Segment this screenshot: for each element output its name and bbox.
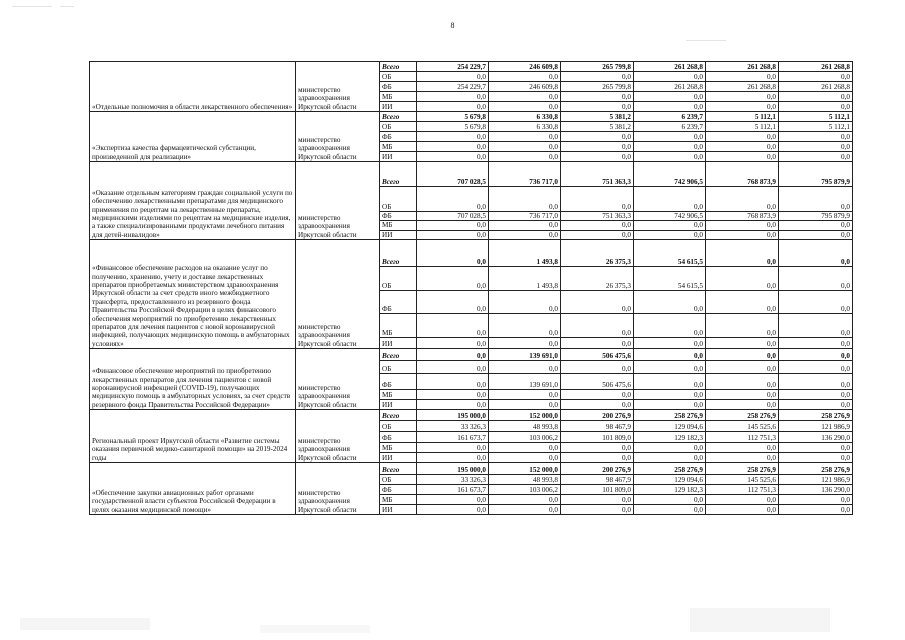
responsible-org: министерство здравоохранения Иркутской области [296, 240, 380, 349]
measure-name: «Обеспечение закупки авиационных работ органами государственной власти субъектов Российской Федерации в целях оказания медицинской помощи» [90, 463, 296, 515]
table-row [90, 240, 853, 267]
amount-cell: 0,0 [634, 349, 706, 361]
amount-cell: 0,0 [561, 142, 634, 152]
amount-cell: 101 809,0 [561, 432, 634, 443]
amount-cell: 121 986,9 [779, 421, 853, 432]
amount-cell: 0,0 [561, 152, 634, 162]
amount-cell: 139 691,0 [489, 374, 561, 390]
amount-cell: 0,0 [417, 314, 489, 338]
amount-cell: 0,0 [779, 505, 853, 515]
amount-cell: 0,0 [706, 142, 779, 152]
funding-source: Всего [380, 463, 417, 475]
amount-cell: 0,0 [561, 314, 634, 338]
amount-cell: 0,0 [706, 291, 779, 314]
amount-cell: 0,0 [417, 361, 489, 374]
amount-cell: 0,0 [634, 314, 706, 338]
amount-cell: 0,0 [634, 390, 706, 400]
amount-cell: 0,0 [779, 314, 853, 338]
amount-cell: 707 028,5 [417, 212, 489, 221]
funding-source: ОБ [380, 475, 417, 485]
amount-cell: 0,0 [779, 187, 853, 212]
amount-cell: 0,0 [779, 453, 853, 463]
amount-cell: 261 268,8 [706, 62, 779, 72]
scan-noise [260, 625, 370, 633]
amount-cell: 5 381,2 [561, 112, 634, 122]
amount-cell: 0,0 [561, 361, 634, 374]
amount-cell: 0,0 [417, 240, 489, 267]
amount-cell: 54 615,5 [634, 240, 706, 267]
table-row [90, 463, 853, 475]
amount-cell: 103 006,2 [489, 485, 561, 495]
amount-cell: 1 493,8 [489, 240, 561, 267]
amount-cell: 0,0 [706, 72, 779, 82]
scan-noise [20, 618, 150, 630]
amount-cell: 112 751,3 [706, 432, 779, 443]
amount-cell: 129 182,3 [634, 485, 706, 495]
amount-cell: 0,0 [706, 338, 779, 349]
amount-cell: 0,0 [561, 291, 634, 314]
amount-cell: 0,0 [706, 505, 779, 515]
amount-cell: 0,0 [634, 152, 706, 162]
budget-table [89, 61, 853, 515]
amount-cell: 0,0 [417, 132, 489, 142]
amount-cell: 0,0 [779, 221, 853, 230]
amount-cell: 258 276,9 [706, 410, 779, 421]
amount-cell: 0,0 [634, 495, 706, 505]
amount-cell: 6 330,8 [489, 112, 561, 122]
funding-source: ОБ [380, 267, 417, 291]
amount-cell: 0,0 [489, 142, 561, 152]
amount-cell: 200 276,9 [561, 410, 634, 421]
funding-source: МБ [380, 92, 417, 102]
amount-cell: 121 986,9 [779, 475, 853, 485]
amount-cell: 0,0 [489, 453, 561, 463]
amount-cell: 103 006,2 [489, 432, 561, 443]
amount-cell: 0,0 [706, 240, 779, 267]
scan-noise [686, 40, 726, 41]
amount-cell: 0,0 [417, 187, 489, 212]
amount-cell: 0,0 [561, 230, 634, 239]
funding-source: ФБ [380, 374, 417, 390]
amount-cell: 0,0 [706, 267, 779, 291]
amount-cell: 5 679,8 [417, 122, 489, 132]
amount-cell: 0,0 [561, 505, 634, 515]
amount-cell: 0,0 [706, 132, 779, 142]
page-number: 8 [450, 21, 455, 30]
funding-source: ОБ [380, 187, 417, 212]
amount-cell: 5 112,1 [779, 122, 853, 132]
amount-cell: 0,0 [561, 390, 634, 400]
amount-cell: 0,0 [561, 443, 634, 453]
amount-cell: 0,0 [779, 374, 853, 390]
amount-cell: 200 276,9 [561, 463, 634, 475]
funding-source: МБ [380, 443, 417, 453]
amount-cell: 0,0 [706, 374, 779, 390]
amount-cell: 254 229,7 [417, 62, 489, 72]
amount-cell: 0,0 [779, 400, 853, 410]
amount-cell: 0,0 [634, 291, 706, 314]
amount-cell: 707 028,5 [417, 162, 489, 187]
amount-cell: 0,0 [634, 374, 706, 390]
funding-source: ИИ [380, 152, 417, 162]
amount-cell: 0,0 [779, 230, 853, 239]
amount-cell: 0,0 [489, 132, 561, 142]
amount-cell: 742 906,5 [634, 162, 706, 187]
amount-cell: 0,0 [489, 221, 561, 230]
amount-cell: 0,0 [634, 453, 706, 463]
amount-cell: 0,0 [561, 338, 634, 349]
amount-cell: 0,0 [779, 338, 853, 349]
amount-cell: 254 229,7 [417, 82, 489, 92]
amount-cell: 0,0 [779, 349, 853, 361]
amount-cell: 751 363,3 [561, 162, 634, 187]
funding-source: ФБ [380, 432, 417, 443]
table-row [90, 349, 853, 361]
amount-cell: 795 879,9 [779, 162, 853, 187]
amount-cell: 0,0 [634, 102, 706, 112]
amount-cell: 742 906,5 [634, 212, 706, 221]
funding-source: ФБ [380, 485, 417, 495]
amount-cell: 0,0 [561, 453, 634, 463]
amount-cell: 258 276,9 [634, 410, 706, 421]
amount-cell: 0,0 [706, 495, 779, 505]
amount-cell: 506 475,6 [561, 374, 634, 390]
amount-cell: 136 290,0 [779, 432, 853, 443]
funding-source: МБ [380, 314, 417, 338]
amount-cell: 0,0 [489, 72, 561, 82]
amount-cell: 0,0 [706, 453, 779, 463]
amount-cell: 0,0 [489, 230, 561, 239]
amount-cell: 0,0 [489, 338, 561, 349]
amount-cell: 0,0 [779, 72, 853, 82]
funding-source: Всего [380, 349, 417, 361]
amount-cell: 0,0 [634, 505, 706, 515]
amount-cell: 0,0 [561, 187, 634, 212]
amount-cell: 0,0 [417, 152, 489, 162]
amount-cell: 129 182,3 [634, 432, 706, 443]
amount-cell: 261 268,8 [634, 62, 706, 72]
amount-cell: 261 268,8 [634, 82, 706, 92]
amount-cell: 0,0 [489, 152, 561, 162]
responsible-org: министерство здравоохранения Иркутской области [296, 112, 380, 162]
amount-cell: 0,0 [417, 102, 489, 112]
funding-source: ИИ [380, 453, 417, 463]
amount-cell: 0,0 [417, 349, 489, 361]
amount-cell: 265 799,8 [561, 82, 634, 92]
measure-name: Региональный проект Иркутской области «Развитие системы оказания первичной медико-санитарной помощи» на 2019-2024 годы [90, 410, 296, 463]
budget-sheet [89, 61, 852, 515]
amount-cell: 258 276,9 [706, 463, 779, 475]
amount-cell: 0,0 [634, 361, 706, 374]
amount-cell: 0,0 [417, 374, 489, 390]
amount-cell: 6 239,7 [634, 122, 706, 132]
amount-cell: 0,0 [779, 291, 853, 314]
measure-name: «Финансовое обеспечение расходов на оказание услуг по получению, хранению, учету и доставке лекарственных препаратов приобретаемых министерством здравоохранения Иркутской области за счет средств иного межбюджетного трансферта, предоставленного из резервного фонда Правительства Российской Федерации в целях финансового обеспечения мероприятий по приобретению лекарственных препаратов для лечения пациентов с новой коронавирусной инфекцией, получающих медицинскую помощь в амбулаторных условиях» [90, 240, 296, 349]
amount-cell: 258 276,9 [779, 410, 853, 421]
amount-cell: 5 112,1 [706, 122, 779, 132]
responsible-org: министерство здравоохранения Иркутской области [296, 349, 380, 410]
amount-cell: 0,0 [706, 230, 779, 239]
amount-cell: 101 809,0 [561, 485, 634, 495]
amount-cell: 0,0 [417, 453, 489, 463]
amount-cell: 0,0 [417, 230, 489, 239]
amount-cell: 0,0 [706, 390, 779, 400]
amount-cell: 0,0 [634, 187, 706, 212]
amount-cell: 0,0 [489, 361, 561, 374]
amount-cell: 0,0 [417, 291, 489, 314]
funding-source: ФБ [380, 291, 417, 314]
amount-cell: 506 475,6 [561, 349, 634, 361]
amount-cell: 161 673,7 [417, 432, 489, 443]
amount-cell: 0,0 [706, 400, 779, 410]
amount-cell: 0,0 [779, 443, 853, 453]
funding-source: Всего [380, 240, 417, 267]
funding-source: ИИ [380, 338, 417, 349]
funding-source: ИИ [380, 505, 417, 515]
amount-cell: 6 330,8 [489, 122, 561, 132]
amount-cell: 129 094,6 [634, 421, 706, 432]
amount-cell: 195 000,0 [417, 463, 489, 475]
responsible-org: министерство здравоохранения Иркутской области [296, 410, 380, 463]
amount-cell: 0,0 [561, 495, 634, 505]
amount-cell: 0,0 [779, 390, 853, 400]
amount-cell: 0,0 [489, 314, 561, 338]
scan-noise [12, 6, 52, 7]
amount-cell: 0,0 [489, 102, 561, 112]
amount-cell: 0,0 [489, 92, 561, 102]
amount-cell: 0,0 [634, 443, 706, 453]
amount-cell: 0,0 [489, 187, 561, 212]
amount-cell: 0,0 [489, 400, 561, 410]
amount-cell: 0,0 [634, 92, 706, 102]
amount-cell: 0,0 [779, 152, 853, 162]
table-row [90, 112, 853, 122]
amount-cell: 0,0 [634, 221, 706, 230]
amount-cell: 0,0 [634, 132, 706, 142]
amount-cell: 0,0 [706, 187, 779, 212]
amount-cell: 98 467,9 [561, 475, 634, 485]
funding-source: Всего [380, 112, 417, 122]
responsible-org: министерство здравоохранения Иркутской области [296, 162, 380, 240]
amount-cell: 768 873,9 [706, 162, 779, 187]
amount-cell: 33 326,3 [417, 475, 489, 485]
amount-cell: 768 873,9 [706, 212, 779, 221]
amount-cell: 145 525,6 [706, 421, 779, 432]
amount-cell: 0,0 [779, 132, 853, 142]
amount-cell: 48 993,8 [489, 475, 561, 485]
measure-name: «Финансовое обеспечение мероприятий по приобретению лекарственных препаратов для лечения пациентов с новой коронавирусной инфекцией (COVID-19), получающих медицинскую помощь в амбулаторных условиях, за счет средств резервного фонда Правительства Российской Федерации» [90, 349, 296, 410]
amount-cell: 0,0 [417, 495, 489, 505]
funding-source: ОБ [380, 122, 417, 132]
amount-cell: 152 000,0 [489, 463, 561, 475]
funding-source: Всего [380, 162, 417, 187]
amount-cell: 261 268,8 [779, 62, 853, 72]
amount-cell: 161 673,7 [417, 485, 489, 495]
amount-cell: 5 679,8 [417, 112, 489, 122]
amount-cell: 0,0 [417, 400, 489, 410]
amount-cell: 98 467,9 [561, 421, 634, 432]
amount-cell: 246 609,8 [489, 62, 561, 72]
amount-cell: 0,0 [779, 267, 853, 291]
amount-cell: 145 525,6 [706, 475, 779, 485]
amount-cell: 0,0 [561, 400, 634, 410]
amount-cell: 54 615,5 [634, 267, 706, 291]
amount-cell: 736 717,0 [489, 212, 561, 221]
amount-cell: 0,0 [417, 72, 489, 82]
funding-source: ИИ [380, 102, 417, 112]
amount-cell: 0,0 [706, 102, 779, 112]
amount-cell: 0,0 [417, 221, 489, 230]
amount-cell: 0,0 [706, 361, 779, 374]
amount-cell: 26 375,3 [561, 240, 634, 267]
amount-cell: 5 112,1 [779, 112, 853, 122]
table-row [90, 410, 853, 421]
funding-source: ИИ [380, 230, 417, 239]
amount-cell: 258 276,9 [634, 463, 706, 475]
amount-cell: 0,0 [779, 102, 853, 112]
amount-cell: 0,0 [561, 221, 634, 230]
funding-source: ИИ [380, 400, 417, 410]
amount-cell: 0,0 [561, 132, 634, 142]
measure-name: «Отдельные полномочия в области лекарственного обеспечения» [90, 62, 296, 112]
amount-cell: 0,0 [489, 505, 561, 515]
amount-cell: 0,0 [634, 400, 706, 410]
amount-cell: 0,0 [779, 92, 853, 102]
funding-source: ФБ [380, 82, 417, 92]
amount-cell: 129 094,6 [634, 475, 706, 485]
amount-cell: 5 112,1 [706, 112, 779, 122]
funding-source: МБ [380, 390, 417, 400]
amount-cell: 258 276,9 [779, 463, 853, 475]
amount-cell: 195 000,0 [417, 410, 489, 421]
amount-cell: 5 381,2 [561, 122, 634, 132]
amount-cell: 0,0 [417, 390, 489, 400]
amount-cell: 751 363,3 [561, 212, 634, 221]
amount-cell: 0,0 [489, 390, 561, 400]
scan-noise [690, 608, 830, 632]
amount-cell: 0,0 [417, 92, 489, 102]
amount-cell: 26 375,3 [561, 267, 634, 291]
amount-cell: 0,0 [779, 142, 853, 152]
amount-cell: 0,0 [417, 338, 489, 349]
amount-cell: 0,0 [489, 495, 561, 505]
amount-cell: 136 290,0 [779, 485, 853, 495]
funding-source: ФБ [380, 212, 417, 221]
responsible-org: министерство здравоохранения Иркутской области [296, 62, 380, 112]
amount-cell: 0,0 [417, 267, 489, 291]
amount-cell: 0,0 [561, 102, 634, 112]
measure-name: «Экспертиза качества фармацевтической субстанции, произведенной для реализации» [90, 112, 296, 162]
amount-cell: 736 717,0 [489, 162, 561, 187]
amount-cell: 0,0 [634, 142, 706, 152]
funding-source: МБ [380, 221, 417, 230]
amount-cell: 0,0 [417, 505, 489, 515]
amount-cell: 48 993,8 [489, 421, 561, 432]
amount-cell: 0,0 [706, 314, 779, 338]
amount-cell: 261 268,8 [706, 82, 779, 92]
amount-cell: 33 326,3 [417, 421, 489, 432]
funding-source: ОБ [380, 421, 417, 432]
amount-cell: 261 268,8 [779, 82, 853, 92]
amount-cell: 139 691,0 [489, 349, 561, 361]
amount-cell: 1 493,8 [489, 267, 561, 291]
funding-source: Всего [380, 410, 417, 421]
amount-cell: 0,0 [634, 338, 706, 349]
amount-cell: 0,0 [706, 221, 779, 230]
amount-cell: 0,0 [634, 230, 706, 239]
table-row [90, 62, 853, 72]
responsible-org: министерство здравоохранения Иркутской области [296, 463, 380, 515]
amount-cell: 6 239,7 [634, 112, 706, 122]
funding-source: МБ [380, 495, 417, 505]
scan-noise [60, 6, 74, 7]
funding-source: МБ [380, 142, 417, 152]
amount-cell: 0,0 [779, 361, 853, 374]
amount-cell: 0,0 [634, 72, 706, 82]
amount-cell: 0,0 [489, 291, 561, 314]
amount-cell: 265 799,8 [561, 62, 634, 72]
funding-source: ОБ [380, 72, 417, 82]
funding-source: ФБ [380, 132, 417, 142]
amount-cell: 0,0 [706, 92, 779, 102]
amount-cell: 0,0 [779, 240, 853, 267]
amount-cell: 0,0 [561, 72, 634, 82]
amount-cell: 0,0 [561, 92, 634, 102]
amount-cell: 0,0 [779, 495, 853, 505]
amount-cell: 0,0 [417, 142, 489, 152]
amount-cell: 246 609,8 [489, 82, 561, 92]
amount-cell: 152 000,0 [489, 410, 561, 421]
amount-cell: 0,0 [417, 443, 489, 453]
amount-cell: 0,0 [706, 152, 779, 162]
amount-cell: 112 751,3 [706, 485, 779, 495]
measure-name: «Оказание отдельным категориям граждан социальной услуги по обеспечению лекарственными препаратами для медицинского применения по рецептам на лекарственные препараты, медицинскими изделиями по рецептам на медицинские изделия, а также специализированными продуктами лечебного питания для детей-инвалидов» [90, 162, 296, 240]
funding-source: ОБ [380, 361, 417, 374]
amount-cell: 0,0 [489, 443, 561, 453]
amount-cell: 0,0 [706, 443, 779, 453]
amount-cell: 0,0 [706, 349, 779, 361]
funding-source: Всего [380, 62, 417, 72]
table-row [90, 162, 853, 187]
amount-cell: 795 879,9 [779, 212, 853, 221]
